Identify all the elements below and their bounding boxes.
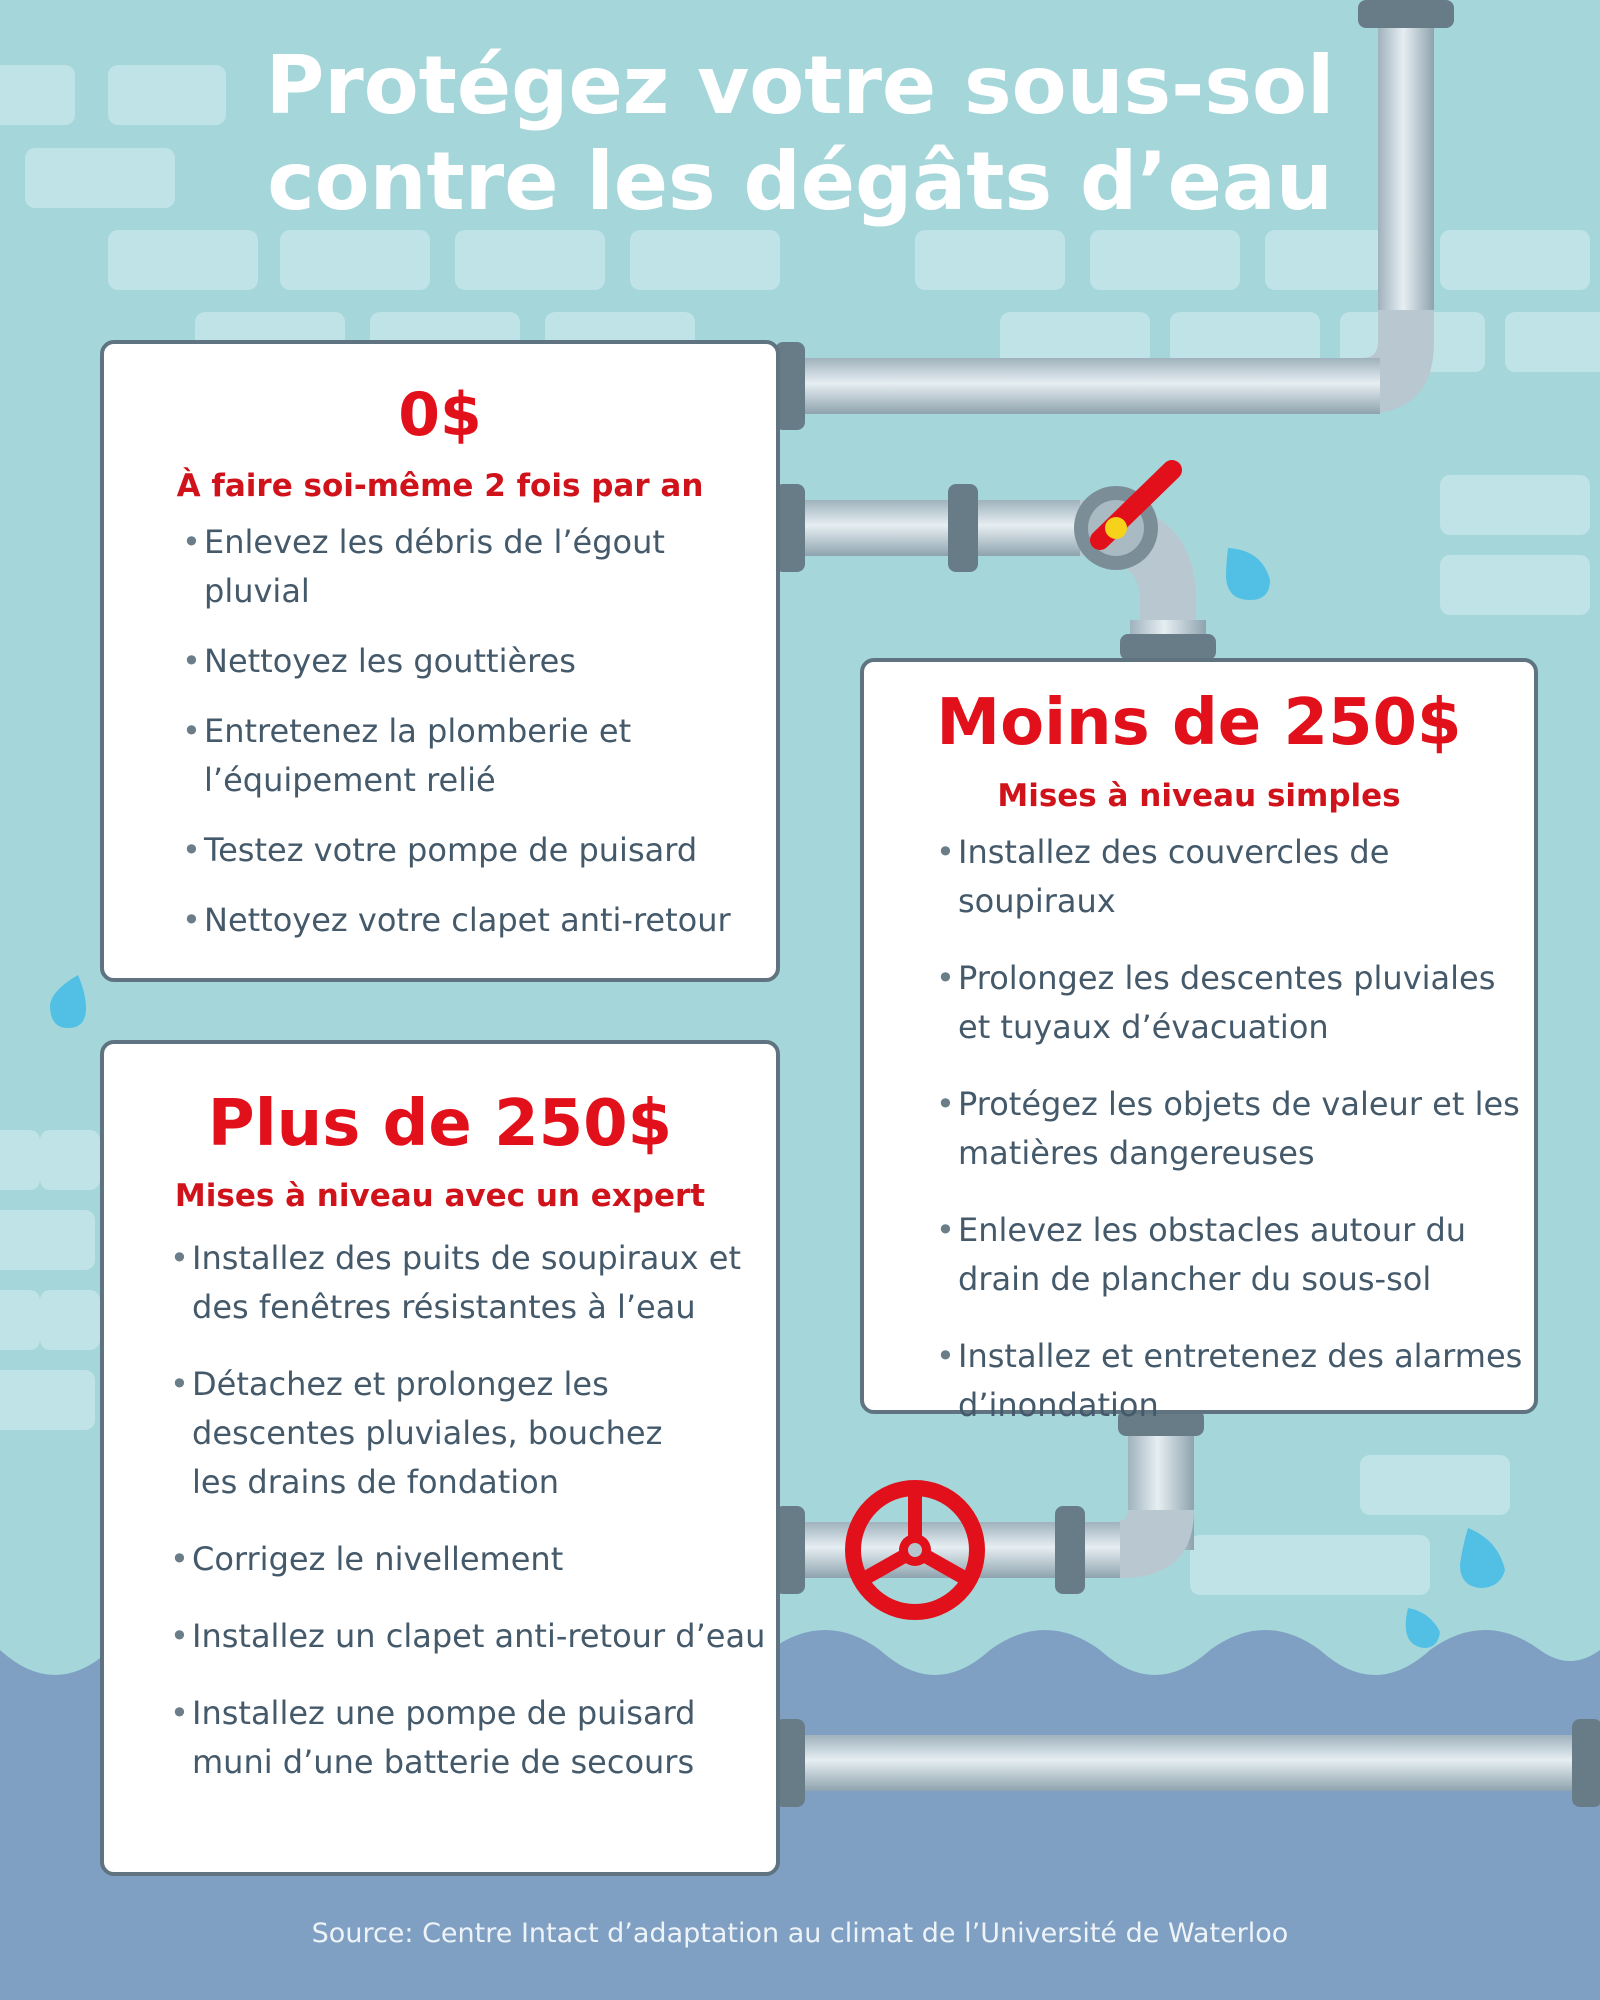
page-title [0, 38, 1600, 230]
list-item: • Installez une pompe de puisard muni d’une batterie de secours [170, 1689, 712, 1787]
card-over-price: Plus de 250$ [207, 1087, 673, 1161]
list-item: • Nettoyez les gouttières [182, 637, 752, 686]
card-diy [100, 340, 780, 982]
list-item: • Protégez les objets de valeur et les matières dangereuses [936, 1080, 1526, 1178]
card-under-price: Moins de 250$ [936, 686, 1462, 760]
card-under-list [936, 828, 1526, 1430]
list-item: • Installez et entretenez des alarmes d’inondation [936, 1332, 1526, 1430]
title-line-1: Protégez votre sous-sol [265, 39, 1335, 132]
list-item: • Détachez et prolongez les descentes pluviales, bouchez les drains de fondation [170, 1360, 712, 1507]
list-item: • Installez un clapet anti-retour d’eau [170, 1612, 766, 1661]
list-item: • Prolongez les descentes pluviales et tuyaux d’évacuation [936, 954, 1526, 1052]
list-item: • Installez des couvercles de soupiraux [936, 828, 1526, 926]
card-diy-price: 0$ [398, 380, 482, 450]
title-line-2: contre les dégâts d’eau [267, 135, 1333, 228]
pipe-middle [775, 470, 1216, 660]
pipe-lower [775, 1410, 1204, 1612]
card-over-list [170, 1234, 766, 1787]
list-item: • Enlevez les débris de l’égout pluvial [182, 518, 752, 616]
card-under-250 [860, 658, 1538, 1424]
card-over-subtitle: Mises à niveau avec un expert [174, 1178, 706, 1214]
list-item: • Nettoyez votre clapet anti-retour [182, 896, 752, 945]
card-under-subtitle: Mises à niveau simples [997, 778, 1401, 814]
list-item: • Corrigez le nivellement [170, 1535, 766, 1584]
source-credit: Source: Centre Intact d’adaptation au climat de l’Université de Waterloo [311, 1918, 1289, 1949]
list-item: • Installez des puits de soupiraux et des fenêtres résistantes à l’eau [170, 1234, 766, 1332]
card-diy-subtitle: À faire soi-même 2 fois par an [176, 468, 704, 504]
list-item: • Enlevez les obstacles autour du drain de plancher du sous-sol [936, 1206, 1526, 1304]
card-diy-list [182, 518, 752, 945]
list-item: • Entretenez la plomberie et l’équipement relié [182, 707, 664, 805]
list-item: • Testez votre pompe de puisard [182, 826, 752, 875]
card-over-250 [100, 1040, 780, 1876]
